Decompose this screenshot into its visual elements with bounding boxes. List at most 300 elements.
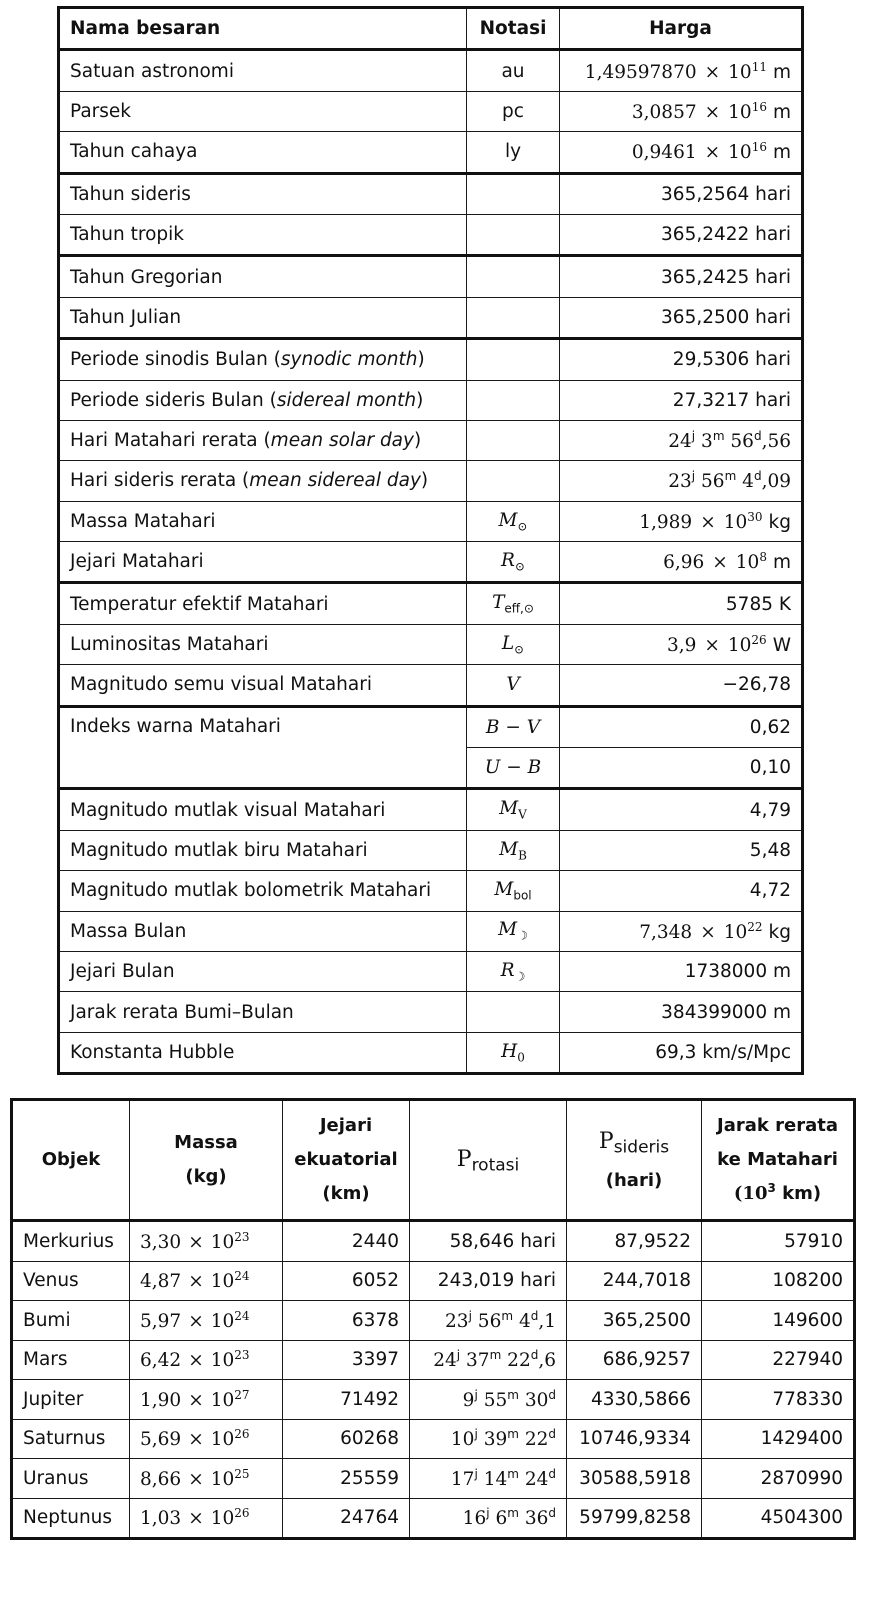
header-massa-label: Massa (174, 1131, 238, 1153)
value-text: 0,10 (749, 757, 791, 779)
constants-table (57, 6, 804, 1075)
constant-notation (467, 256, 560, 297)
constant-name-text: Magnitudo semu visual Matahari (70, 674, 372, 696)
constant-row (59, 132, 803, 173)
value-base: 10 (723, 511, 748, 533)
header-psideris-sub: sideris (613, 1138, 670, 1159)
value-exponent: 16 (751, 140, 767, 155)
mass-base: 10 (210, 1429, 235, 1451)
rotation-minutes: 14 (483, 1468, 508, 1490)
constants-header-row (59, 8, 803, 50)
rotation-minutes: 55 (483, 1389, 508, 1411)
header-jarak-unit-pre: (10 (733, 1183, 768, 1205)
mass-mantissa: 1,03 (140, 1508, 182, 1530)
mass-exponent: 23 (234, 1229, 250, 1244)
planet-distance: 57910 (702, 1221, 855, 1262)
planet-rotation (410, 1380, 567, 1420)
constant-row (59, 542, 803, 583)
times-sign: × (188, 1508, 204, 1530)
times-sign: × (188, 1389, 204, 1411)
unit-j: j (474, 1466, 478, 1481)
constant-name (59, 214, 467, 255)
constant-name-text: ) (417, 349, 425, 371)
rotation-seconds: 4 (518, 1310, 531, 1332)
notation-symbol: M (499, 838, 519, 860)
planet-name: Uranus (12, 1459, 130, 1499)
constant-name-text: Magnitudo mutlak visual Matahari (70, 799, 386, 821)
value-mantissa: 7,348 (639, 921, 693, 943)
constant-name (59, 789, 467, 830)
header-massa-unit: (kg) (185, 1166, 227, 1187)
planet-row (12, 1419, 855, 1459)
planet-name: Jupiter (12, 1380, 130, 1420)
header-protasi-p: P (456, 1146, 472, 1172)
unit-d: d (548, 1427, 556, 1442)
constant-value (560, 706, 803, 747)
value-text: 365,2425 hari (661, 266, 791, 288)
planet-distance: 4504300 (702, 1498, 855, 1539)
value-unit: m (772, 102, 791, 124)
planet-mass (130, 1261, 283, 1301)
constant-notation (467, 214, 560, 255)
constant-value (560, 665, 803, 706)
constant-name-text: Tahun Julian (70, 306, 182, 328)
value-text: 365,2564 hari (661, 183, 791, 205)
constant-name (59, 380, 467, 420)
notation-subscript: bol (513, 888, 532, 903)
mass-exponent: 26 (234, 1427, 250, 1442)
constant-row (59, 501, 803, 541)
rotation-text: 58,646 hari (449, 1230, 556, 1252)
planet-rotation (410, 1301, 567, 1341)
unit-d: d (530, 1308, 539, 1323)
constant-value (560, 789, 803, 830)
times-sign: × (700, 921, 716, 943)
mass-exponent: 25 (234, 1466, 250, 1481)
planet-distance: 108200 (702, 1261, 855, 1301)
planet-name: Saturnus (12, 1419, 130, 1459)
notation-symbol: M (498, 919, 518, 941)
header-jarak-unit-post: km) (775, 1183, 822, 1205)
constant-name (59, 297, 467, 338)
planet-rotation (410, 1261, 567, 1301)
constant-notation (467, 339, 560, 380)
constant-name (59, 583, 467, 624)
planet-radius: 2440 (283, 1221, 410, 1262)
constant-name-text: Jejari Bulan (70, 961, 175, 983)
value-seconds: 56 (730, 431, 754, 453)
unit-m: m (501, 1308, 514, 1323)
constant-name-english: synodic month (280, 349, 418, 371)
constant-row (59, 830, 803, 870)
planet-sidereal-period: 686,9257 (567, 1340, 702, 1380)
value-minutes: 56 (701, 471, 725, 493)
constant-value (560, 542, 803, 583)
mass-mantissa: 5,69 (140, 1429, 182, 1451)
mass-base: 10 (210, 1389, 235, 1411)
header-jejari-label: Jejari (319, 1114, 373, 1136)
times-sign: × (712, 552, 728, 574)
mass-mantissa: 6,42 (140, 1350, 182, 1372)
mass-mantissa: 1,90 (140, 1389, 182, 1411)
value-base: 10 (727, 635, 752, 657)
rotation-seconds: 36 (524, 1508, 549, 1530)
constant-value (560, 951, 803, 991)
notation-symbol: R (501, 549, 515, 571)
times-sign: × (188, 1231, 204, 1253)
value-text: 29,5306 hari (672, 349, 791, 371)
unit-j: j (474, 1387, 478, 1402)
constant-row (59, 256, 803, 297)
constant-row (59, 173, 803, 214)
mass-base: 10 (210, 1271, 235, 1293)
constant-value (560, 214, 803, 255)
notation-symbol: M (498, 509, 518, 531)
constant-name-text: Luminositas Matahari (70, 634, 269, 656)
constant-name-text: Konstanta Hubble (70, 1041, 235, 1063)
value-text: 69,3 km/s/Mpc (655, 1041, 791, 1063)
planet-row (12, 1340, 855, 1380)
constant-name-text: Magnitudo mutlak bolometrik Matahari (70, 880, 432, 902)
rotation-seconds: 30 (524, 1389, 549, 1411)
header-objek (12, 1100, 130, 1221)
constant-name-text: Massa Matahari (70, 510, 216, 532)
constant-value (560, 871, 803, 911)
planet-row (12, 1498, 855, 1539)
mass-mantissa: 4,87 (140, 1271, 182, 1293)
header-jarak-label: Jarak rerata (717, 1114, 838, 1136)
value-text: 1738000 m (684, 961, 791, 983)
times-sign: × (704, 635, 720, 657)
value-exponent: 16 (751, 99, 767, 114)
mass-base: 10 (210, 1508, 235, 1530)
planet-name: Bumi (12, 1301, 130, 1341)
unit-m: m (712, 429, 725, 444)
constant-value (560, 297, 803, 338)
notation-symbol: V (506, 674, 520, 696)
constants-body (59, 50, 803, 1074)
constant-notation (467, 50, 560, 91)
planet-row (12, 1261, 855, 1301)
constant-name-text: Tahun Gregorian (70, 266, 223, 288)
constant-value (560, 91, 803, 131)
header-psideris-unit: (hari) (605, 1170, 663, 1192)
constant-notation (467, 420, 560, 460)
constant-notation (467, 830, 560, 870)
header-protasi-sub: rotasi (471, 1155, 520, 1176)
header-jarak-label-2: ke Matahari (717, 1148, 838, 1170)
unit-j: j (474, 1427, 478, 1442)
value-text: 5,48 (749, 840, 791, 861)
planet-rotation (410, 1340, 567, 1380)
planet-row (12, 1380, 855, 1420)
value-base: 10 (723, 921, 748, 943)
notation-text: ly (504, 141, 522, 163)
planet-mass (130, 1459, 283, 1499)
constant-row (59, 992, 803, 1032)
times-sign: × (188, 1310, 204, 1332)
notation-subscript: ⊙ (517, 519, 528, 534)
value-exponent: 11 (751, 59, 767, 74)
constant-name-text: Hari sideris rerata ( (70, 470, 250, 492)
constant-name (59, 830, 467, 870)
planet-distance: 227940 (702, 1340, 855, 1380)
constant-value (560, 339, 803, 380)
constant-name (59, 871, 467, 911)
constant-name-text: Magnitudo mutlak biru Matahari (70, 840, 368, 861)
rotation-minutes: 6 (495, 1508, 508, 1530)
planet-radius: 6378 (283, 1301, 410, 1341)
planets-table (10, 1098, 856, 1540)
value-text: −26,78 (722, 674, 791, 696)
rotation-hours: 10 (450, 1429, 475, 1451)
mass-base: 10 (210, 1468, 235, 1490)
value-hours: 23 (668, 471, 692, 493)
constant-name (59, 173, 467, 214)
planets-header-row (12, 1100, 855, 1221)
header-protasi (410, 1100, 567, 1221)
rotation-hours: 9 (462, 1389, 475, 1411)
notation-text: pc (502, 100, 524, 122)
rotation-seconds: 22 (524, 1429, 549, 1451)
notation-subscript: 0 (517, 1050, 525, 1065)
unit-d: d (548, 1506, 556, 1521)
header-jejari-unit: (km) (322, 1183, 370, 1205)
constant-row (59, 380, 803, 420)
mass-mantissa: 8,66 (140, 1468, 182, 1490)
value-minutes: 3 (701, 431, 713, 453)
constant-notation (467, 173, 560, 214)
value-exponent: 26 (751, 632, 767, 647)
value-fraction: ,09 (761, 471, 791, 493)
constant-value (560, 420, 803, 460)
notation-subscript: B (518, 848, 527, 863)
value-exponent: 22 (747, 919, 763, 934)
notation-symbol: R (500, 959, 515, 981)
unit-j: j (468, 1308, 472, 1323)
planet-sidereal-period: 10746,9334 (567, 1419, 702, 1459)
constant-row (59, 214, 803, 255)
header-jarak (702, 1100, 855, 1221)
value-text: 4,79 (749, 799, 791, 821)
constant-name (59, 706, 467, 789)
value-mantissa: 6,96 (663, 552, 705, 574)
constant-value (560, 132, 803, 173)
constant-notation (467, 380, 560, 420)
constant-name-english: mean sidereal day (249, 470, 421, 492)
value-base: 10 (735, 552, 760, 574)
constant-row (59, 1032, 803, 1073)
value-unit: kg (768, 511, 791, 533)
notation-subscript: V (518, 807, 527, 822)
constant-value (560, 748, 803, 789)
constant-name-text: Indeks warna Matahari (70, 715, 281, 737)
times-sign: × (704, 61, 721, 83)
notation-symbol: H (501, 1040, 518, 1062)
constant-name-text: ) (413, 430, 422, 452)
rotation-seconds: 24 (524, 1468, 549, 1490)
rotation-minutes: 56 (477, 1310, 502, 1332)
planet-distance: 2870990 (702, 1459, 855, 1499)
value-fraction: ,56 (761, 431, 791, 453)
planet-radius: 3397 (283, 1340, 410, 1380)
constant-notation (467, 583, 560, 624)
value-unit: kg (768, 921, 791, 943)
planet-row (12, 1301, 855, 1341)
constant-name-text: Tahun sideris (70, 183, 191, 205)
constant-name (59, 665, 467, 706)
planet-rotation (410, 1498, 567, 1539)
constant-name-text: Jarak rerata Bumi–Bulan (70, 1001, 294, 1023)
notation-subscript: eff,⊙ (504, 602, 534, 616)
planet-row (12, 1221, 855, 1262)
constant-row (59, 583, 803, 624)
notation-subscript: ⊙ (514, 559, 525, 574)
constant-name (59, 256, 467, 297)
mass-base: 10 (210, 1310, 235, 1332)
notation-symbol: B − V (485, 716, 541, 738)
header-jejari-label-2: ekuatorial (294, 1148, 398, 1170)
constant-row (59, 420, 803, 460)
value-mantissa: 1,49597870 (584, 61, 697, 83)
value-mantissa: 3,0857 (631, 102, 697, 124)
constant-notation (467, 1032, 560, 1073)
value-hours: 24 (668, 431, 692, 453)
constant-notation (467, 624, 560, 664)
value-text: 384399000 m (661, 1001, 791, 1023)
mass-base: 10 (210, 1231, 235, 1253)
notation-symbol: M (499, 798, 519, 820)
planet-radius: 6052 (283, 1261, 410, 1301)
value-mantissa: 3,9 (666, 635, 697, 657)
constant-row (59, 951, 803, 991)
value-unit: m (772, 142, 791, 164)
planet-radius: 25559 (283, 1459, 410, 1499)
constant-row (59, 706, 803, 747)
value-mantissa: 1,989 (639, 511, 693, 533)
constant-name (59, 951, 467, 991)
constant-name (59, 624, 467, 664)
unit-j: j (486, 1506, 490, 1521)
notation-symbol: U − B (484, 757, 542, 779)
rotation-hours: 23 (445, 1310, 469, 1332)
mass-mantissa: 3,30 (140, 1231, 182, 1253)
times-sign: × (188, 1468, 204, 1490)
constant-name (59, 339, 467, 380)
value-unit: m (772, 61, 791, 83)
planet-distance: 1429400 (702, 1419, 855, 1459)
rotation-text: 243,019 hari (437, 1270, 556, 1292)
header-notasi: Notasi (467, 8, 560, 50)
rotation-hours: 16 (462, 1508, 487, 1530)
constant-row (59, 871, 803, 911)
constant-notation (467, 461, 560, 501)
mass-exponent: 27 (234, 1387, 250, 1402)
header-psideris (567, 1100, 702, 1221)
header-nama-besaran: Nama besaran (59, 8, 467, 50)
value-exponent: 8 (759, 550, 767, 565)
value-base: 10 (728, 102, 752, 124)
unit-d: d (753, 469, 762, 484)
rotation-seconds: 22 (507, 1350, 531, 1372)
constant-name-text: ) (420, 470, 429, 492)
header-jejari (283, 1100, 410, 1221)
constant-name-text: Parsek (70, 100, 132, 122)
unit-j: j (691, 429, 696, 444)
constant-notation (467, 132, 560, 173)
value-mantissa: 0,9461 (631, 142, 697, 164)
constant-name-text: Satuan astronomi (70, 60, 234, 82)
planet-sidereal-period: 4330,5866 (567, 1380, 702, 1420)
notation-symbol: T (492, 592, 505, 614)
notation-text: au (501, 60, 525, 82)
value-base: 10 (728, 61, 752, 83)
constant-row (59, 91, 803, 131)
mass-exponent: 24 (234, 1308, 250, 1323)
planet-mass (130, 1419, 283, 1459)
planet-name: Mars (12, 1340, 130, 1380)
constant-name (59, 461, 467, 501)
constant-notation (467, 992, 560, 1032)
planet-sidereal-period: 365,2500 (567, 1301, 702, 1341)
constant-name-text: Hari Matahari rerata ( (70, 430, 271, 452)
constant-name (59, 420, 467, 460)
planet-radius: 60268 (283, 1419, 410, 1459)
mass-exponent: 26 (234, 1506, 250, 1521)
notation-symbol: M (494, 879, 514, 901)
unit-m: m (724, 469, 737, 484)
constant-value (560, 624, 803, 664)
constant-name-text: ) (416, 389, 424, 411)
planet-mass (130, 1340, 283, 1380)
mass-mantissa: 5,97 (140, 1310, 182, 1332)
planet-rotation (410, 1221, 567, 1262)
planet-rotation (410, 1419, 567, 1459)
mass-exponent: 23 (234, 1348, 250, 1363)
rotation-minutes: 37 (466, 1350, 490, 1372)
planet-name: Venus (12, 1261, 130, 1301)
constant-notation (467, 951, 560, 991)
planet-name: Neptunus (12, 1498, 130, 1539)
header-harga: Harga (560, 8, 803, 50)
constant-name-text: Periode sinodis Bulan ( (70, 349, 281, 371)
value-exponent: 30 (747, 509, 763, 524)
constant-name-english: sidereal month (276, 389, 417, 411)
constant-row (59, 50, 803, 91)
constant-name-text: Massa Bulan (70, 920, 187, 942)
constant-notation (467, 542, 560, 583)
mass-exponent: 24 (234, 1269, 250, 1284)
planet-sidereal-period: 87,9522 (567, 1221, 702, 1262)
planet-sidereal-period: 30588,5918 (567, 1459, 702, 1499)
constant-name-text: Jejari Matahari (70, 551, 204, 573)
planet-sidereal-period: 244,7018 (567, 1261, 702, 1301)
constant-value (560, 1032, 803, 1073)
unit-d: d (548, 1387, 556, 1402)
planet-sidereal-period: 59799,8258 (567, 1498, 702, 1539)
constant-row (59, 665, 803, 706)
constant-row (59, 461, 803, 501)
constant-name-english: mean solar day (270, 430, 414, 452)
unit-d: d (548, 1466, 556, 1481)
mass-base: 10 (210, 1350, 235, 1372)
constant-value (560, 911, 803, 951)
unit-m: m (507, 1466, 519, 1481)
value-unit: W (772, 635, 791, 657)
times-sign: × (188, 1429, 204, 1451)
constant-value (560, 256, 803, 297)
constant-value (560, 583, 803, 624)
